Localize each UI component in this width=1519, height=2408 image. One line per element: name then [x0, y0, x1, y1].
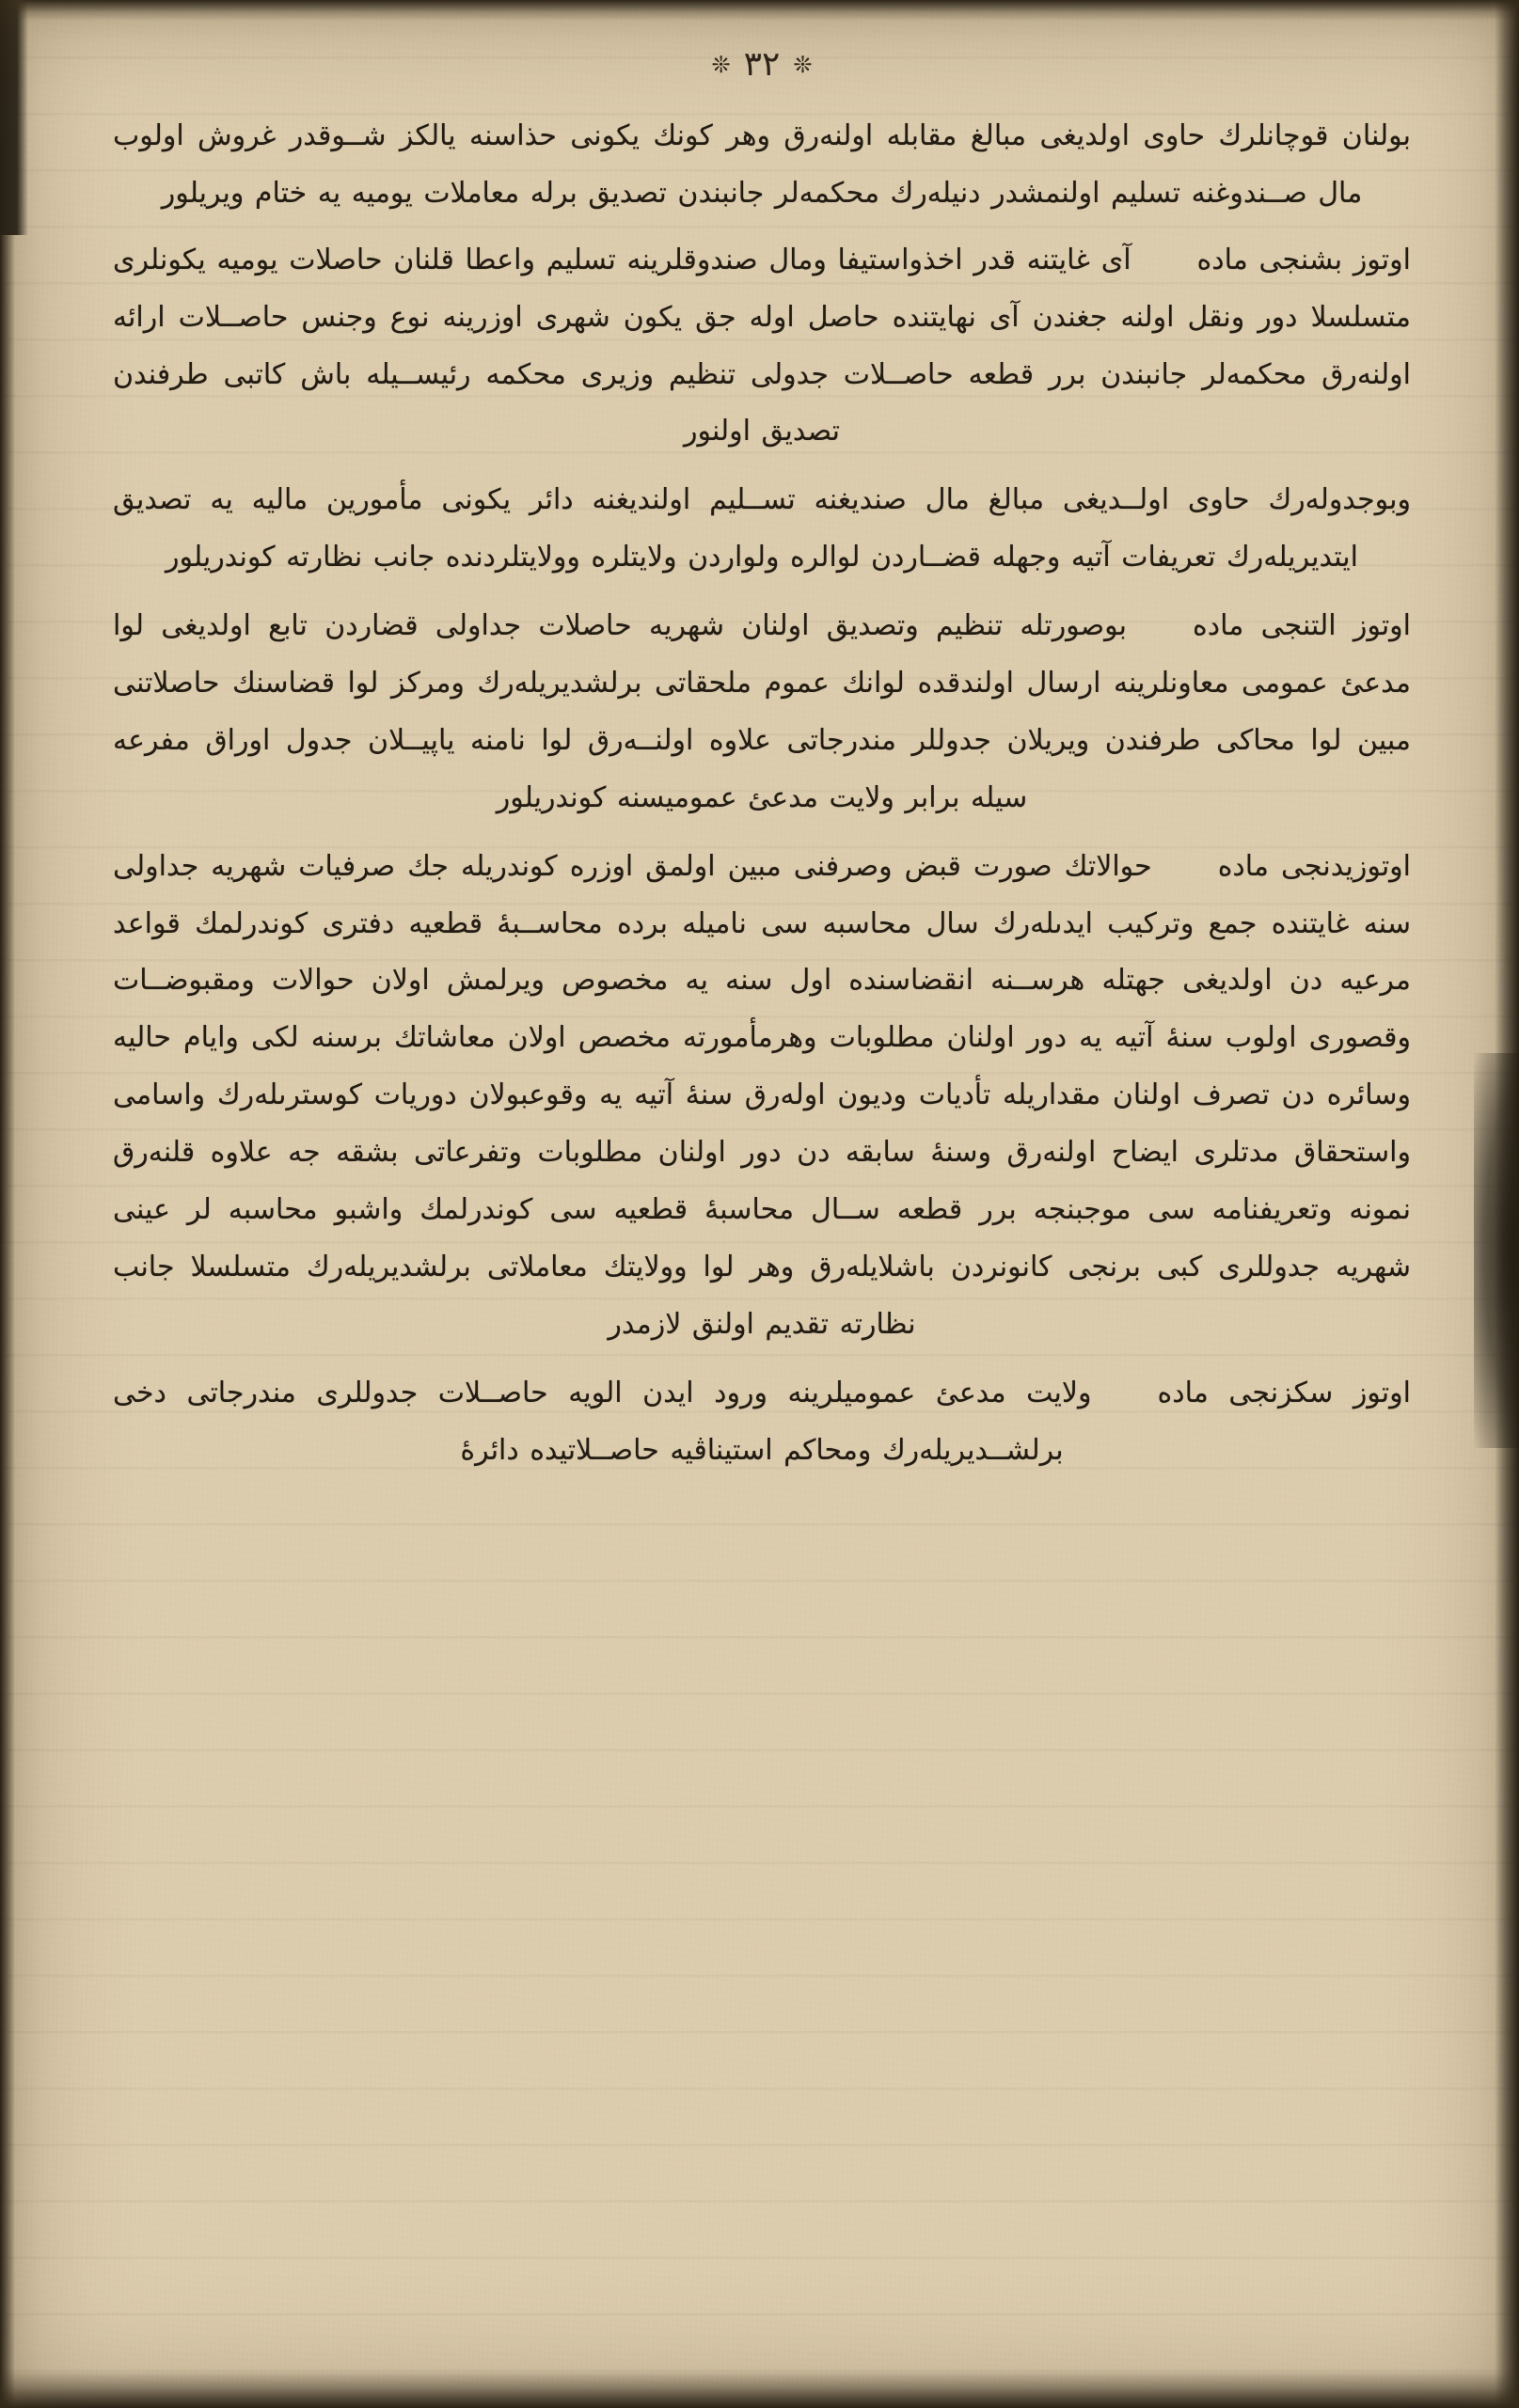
- paragraph-text: ولايت مدعئ عموميلرينه ورود ايدن الويه حاصــلات جدوللرى مندرجاتى دخى برلشــديريلەرك ومحاكم استيناڤيه حاصــلاتيده دائرهٔ: [113, 1376, 1092, 1467]
- page-header: [113, 45, 1411, 84]
- ornament-right-icon: ❊: [711, 52, 731, 78]
- paragraph: [113, 108, 1411, 223]
- article-heading: اوتوز سكزنجى ماده: [1157, 1376, 1411, 1409]
- scan-edge-left: [0, 0, 15, 2408]
- scan-edge-right-shadow: [1474, 1053, 1519, 1448]
- page-content: [113, 45, 1411, 1490]
- article-heading: اوتوز بشنجى ماده: [1196, 243, 1411, 276]
- paragraph-text: بولنان قوچانلرك حاوى اولديغى مبالغ مقابله اولنەرق وهر كونك يكونى حذاسنه يالكز شــوقدر غروش اولوب مال صــندوغنه تسليم اولنمشدر دنيلەرك محكمەلر جانبندن تصديق برله معاملات يوميه يه ختام ويريلور: [113, 119, 1411, 210]
- paragraph-text: حوالاتك صورت قبض وصرفنى مبين اولمق اوزره كوندريله جك صرفيات شهريه جداولى سنه غايتنده جمع وتركيب ايدىلەرك سال محاسبه سى ناميله برده محاســبهٔ قطعيه دفترى كوندرلمك قواعد مرعيه دن اولديغى جهتله هرســنه انقضاسنده اول سنه يه مخصوص ويرلمش اولان حوالات ومقبوضــات وقصورى اولوب سنهٔ آتيه يه دور اولنان مطلوبات وهرمأمورته مخصص اولان معاشاتك برسنه لكى وايام حاليه وسائره دن تصرف اولنان مقداريله تأديات وديون اولەرق سنهٔ آتيه يه وقوعبولان دوريات كوسترىلەرك واسامى واستحقاق مدتلرى ايضاح اولنەرق وسنهٔ سابقه دن دور اولنان مطلوبات وتفرعاتى بشقه جه علاوه قلنەرق نمونه وتعريفنامه سى موجبنجه برر قطعه ســال محاسبهٔ قطعيه سى كوندرلمك واشبو محاسبه لر عينى شهريه جدوللرى كبى برنجى كانونردن باشلايلەرق وهر لوا وولايتك معاملاتى برلشديريلەرك متسلسلا جانب نظارته تقديم اولنق لازمدر: [113, 849, 1411, 1341]
- paragraph: [113, 1365, 1411, 1480]
- paragraph: [113, 232, 1411, 462]
- article-heading: اوتوز التنجى ماده: [1193, 609, 1411, 643]
- scan-edge-bottom: [0, 2370, 1519, 2408]
- paragraph-text: بوصورتله تنظيم وتصديق اولنان شهريه حاصلات جداولى قضاردن تابع اولديغى لوا مدعئ عمومى معاونلرينه ارسال اولندقده لوانك عموم ملحقاتى برلشديريلەرك ومركز لوا قضاسنك حاصلاتنى مبين لوا محاكى طرفندن ويريلان جدوللر مندرجاتى علاوه اولنــەرق لوا نامنه ياپيــلان جدول اوراق مفرعه سيله برابر ولايت مدعئ عموميسنه كوندريلور: [113, 609, 1411, 814]
- ornament-left-icon: ❊: [793, 52, 813, 78]
- scan-edge-left-corner: [0, 0, 28, 235]
- paragraph: [113, 839, 1411, 1354]
- article-heading: اوتوزيدنجى ماده: [1217, 849, 1411, 883]
- page-number: ٣٢: [743, 45, 781, 84]
- paragraph: [113, 472, 1411, 587]
- paragraph-text: آى غايتنه قدر اخذواستيفا ومال صندوقلرينه تسليم واعطا قلنان حاصلات يوميه يكونلرى متسلسلا دور ونقل اولنه جغندن آى نهايتنده حاصل اوله جق يكون شهرى اوزرينه نوع وجنس حاصــلات ارائه اولنەرق محكمەلر جانبندن برر قطعه حاصــلات جدولى تنظيم وزيرى محكمه رئيســيله باش كاتبى طرفندن تصديق اولنور: [113, 243, 1411, 449]
- scan-edge-top: [0, 0, 1519, 21]
- paragraph: [113, 598, 1411, 827]
- paragraph-text: وبوجدولەرك حاوى اولــديغى مبالغ مال صنديغنه تســليم اولنديغنه دائر يكونى مأمورين ماليه يه تصديق ايتديريلەرك تعريفات آتيه وجهله قضــاردن لوالره ولواردن ولايتلره وولايتلردنده جانب نظارته كوندريلور: [113, 483, 1411, 574]
